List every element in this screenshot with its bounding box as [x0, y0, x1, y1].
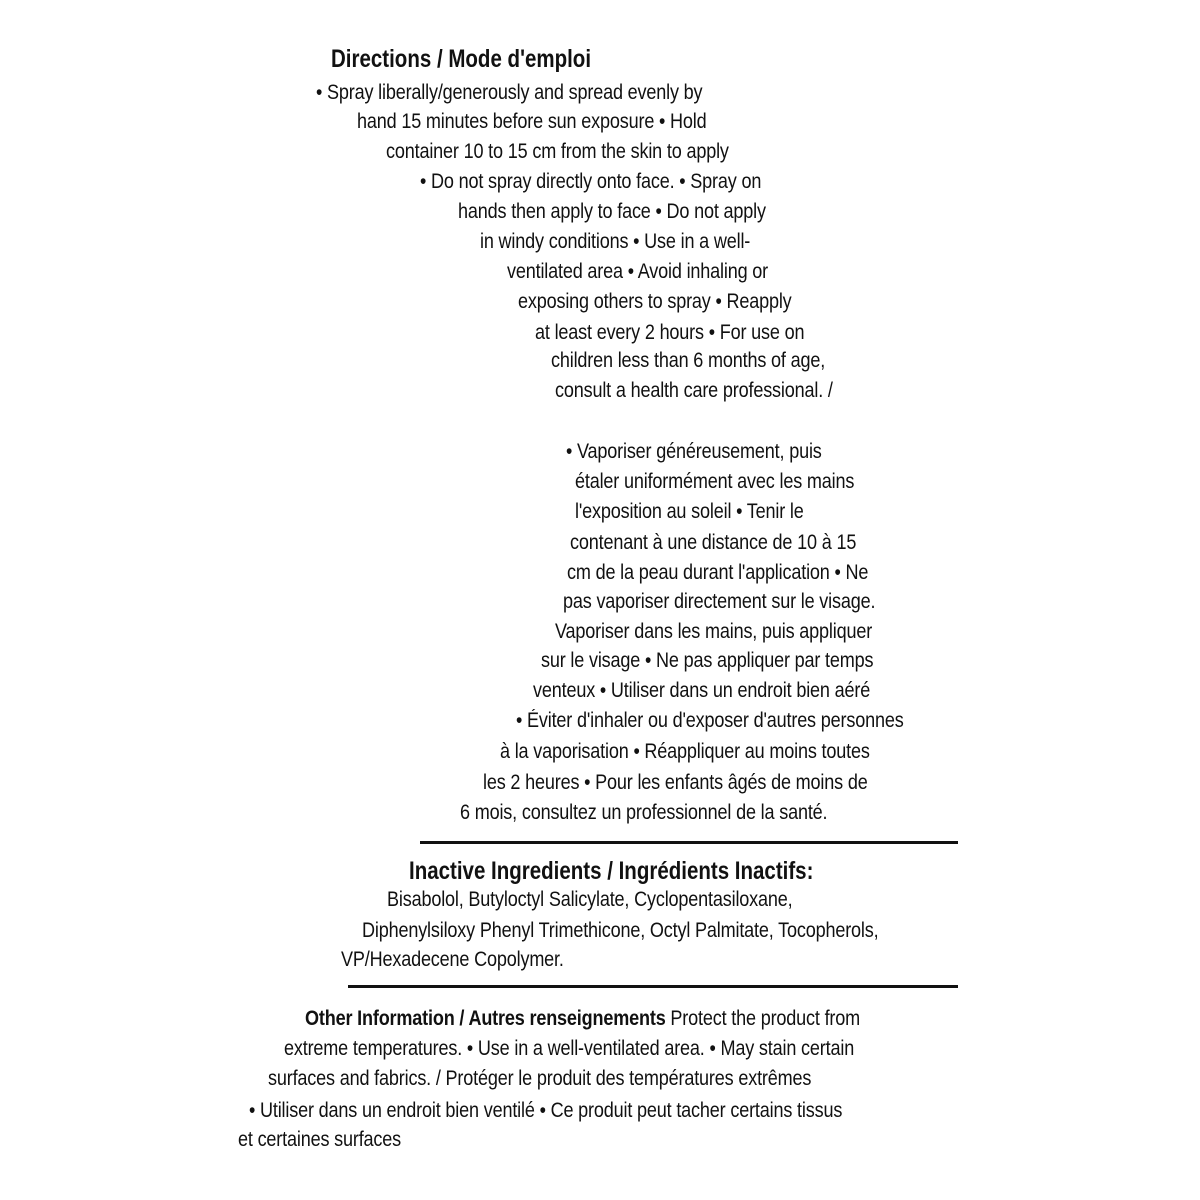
directions-french-line: pas vaporiser directement sur le visage. [563, 590, 876, 613]
other-information-line: surfaces and fabrics. / Protéger le produit des températures extrêmes [268, 1067, 812, 1090]
ingredients-line: VP/Hexadecene Copolymer. [341, 948, 564, 971]
directions-line: exposing others to spray • Reapply [518, 290, 792, 313]
inactive-ingredients-heading: Inactive Ingredients / Ingrédients Inactifs: [409, 857, 814, 885]
directions-french-line: contenant à une distance de 10 à 15 [570, 531, 857, 554]
ingredients-line: Bisabolol, Butyloctyl Salicylate, Cyclopentasiloxane, [387, 888, 793, 911]
directions-french-line: les 2 heures • Pour les enfants âgés de moins de [483, 771, 868, 794]
ingredients-line: Diphenylsiloxy Phenyl Trimethicone, Octyl Palmitate, Tocopherols, [362, 919, 879, 942]
directions-line: hands then apply to face • Do not apply [458, 200, 766, 223]
directions-french-line: cm de la peau durant l'application • Ne [567, 561, 869, 584]
directions-line: at least every 2 hours • For use on [535, 321, 805, 344]
directions-french-line: • Vaporiser généreusement, puis [566, 440, 822, 463]
directions-heading: Directions / Mode d'emploi [331, 45, 592, 73]
other-information-line: extreme temperatures. • Use in a well-ventilated area. • May stain certain [284, 1037, 855, 1060]
other-information-line: • Utiliser dans un endroit bien ventilé • Ce produit peut tacher certains tissus [249, 1099, 843, 1122]
directions-line: • Do not spray directly onto face. • Spray on [420, 170, 762, 193]
directions-line: consult a health care professional. / [555, 379, 833, 402]
other-information-heading: Other Information / Autres renseignements [305, 1007, 666, 1030]
directions-french-line: sur le visage • Ne pas appliquer par temps [541, 649, 874, 672]
directions-french-line: étaler uniformément avec les mains [575, 470, 855, 493]
directions-line: container 10 to 15 cm from the skin to apply [386, 140, 729, 163]
directions-french-line: venteux • Utiliser dans un endroit bien aéré [533, 679, 871, 702]
section-divider [348, 985, 958, 988]
directions-french-line: Vaporiser dans les mains, puis appliquer [555, 620, 873, 643]
directions-line: ventilated area • Avoid inhaling or [507, 260, 769, 283]
directions-french-line: • Éviter d'inhaler ou d'exposer d'autres personnes [516, 709, 904, 732]
other-information-first-line [305, 1004, 860, 1034]
directions-line: children less than 6 months of age, [551, 349, 826, 372]
other-information-line: et certaines surfaces [238, 1128, 402, 1151]
directions-line: hand 15 minutes before sun exposure • Hold [357, 110, 707, 133]
directions-line: in windy conditions • Use in a well- [480, 230, 751, 253]
directions-french-line: 6 mois, consultez un professionnel de la santé. [460, 801, 828, 824]
other-information-text: Protect the product from [670, 1007, 861, 1030]
section-divider [420, 841, 958, 844]
directions-french-line: l'exposition au soleil • Tenir le [575, 500, 804, 523]
directions-french-line: à la vaporisation • Réappliquer au moins toutes [500, 740, 870, 763]
directions-line: • Spray liberally/generously and spread evenly by [316, 81, 703, 104]
